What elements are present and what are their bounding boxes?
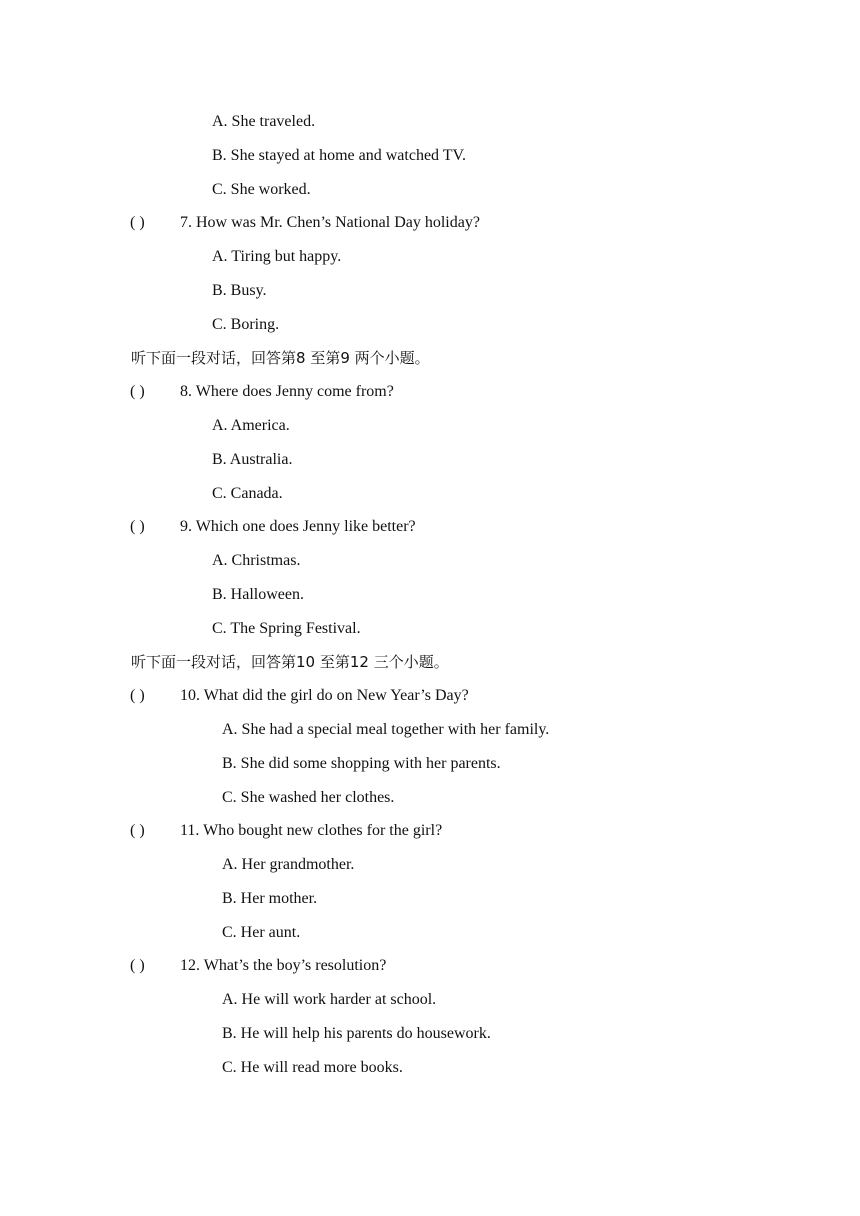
question-text: 7. How was Mr. Chen’s National Day holiday? bbox=[180, 214, 480, 231]
q10-option-c: C. She washed her clothes. bbox=[222, 789, 395, 806]
question-text: 10. What did the girl do on New Year’s Day? bbox=[180, 687, 469, 704]
q11-option-a: A. Her grandmother. bbox=[222, 856, 355, 873]
q9-option-c: C. The Spring Festival. bbox=[212, 620, 361, 637]
q7-option-b: B. Busy. bbox=[212, 282, 267, 299]
q11-option-c: C. Her aunt. bbox=[222, 924, 301, 941]
q6-option-a: A. She traveled. bbox=[212, 113, 316, 130]
q8-option-c: C. Canada. bbox=[212, 485, 283, 502]
q6-option-b: B. She stayed at home and watched TV. bbox=[212, 147, 467, 164]
q11-option-b: B. Her mother. bbox=[222, 890, 318, 907]
q12-option-c: C. He will read more books. bbox=[222, 1059, 403, 1076]
q12-option-b: B. He will help his parents do housework. bbox=[222, 1025, 491, 1042]
answer-blank[interactable]: ( ) bbox=[130, 822, 145, 839]
q7-option-c: C. Boring. bbox=[212, 316, 280, 333]
q10-option-a: A. She had a special meal together with her family. bbox=[222, 721, 550, 738]
question-8 bbox=[130, 382, 394, 402]
answer-blank[interactable]: ( ) bbox=[130, 957, 145, 974]
answer-blank[interactable]: ( ) bbox=[130, 383, 145, 400]
question-text: 8. Where does Jenny come from? bbox=[180, 383, 394, 400]
q7-option-a: A. Tiring but happy. bbox=[212, 248, 342, 265]
question-12 bbox=[130, 956, 386, 976]
answer-blank[interactable]: ( ) bbox=[130, 518, 145, 535]
section-instruction-2: 听下面一段对话，回答第10 至第12 三个小题。 bbox=[131, 653, 449, 671]
answer-blank[interactable]: ( ) bbox=[130, 687, 145, 704]
q10-option-b: B. She did some shopping with her parents. bbox=[222, 755, 501, 772]
section-instruction-1: 听下面一段对话，回答第8 至第9 两个小题。 bbox=[131, 349, 430, 367]
question-text: 11. Who bought new clothes for the girl? bbox=[180, 822, 443, 839]
q12-option-a: A. He will work harder at school. bbox=[222, 991, 437, 1008]
question-10 bbox=[130, 686, 469, 706]
question-text: 9. Which one does Jenny like better? bbox=[180, 518, 416, 535]
q9-option-a: A. Christmas. bbox=[212, 552, 301, 569]
q8-option-b: B. Australia. bbox=[212, 451, 293, 468]
q6-option-c: C. She worked. bbox=[212, 181, 311, 198]
question-11 bbox=[130, 821, 442, 841]
question-9 bbox=[130, 517, 416, 537]
question-text: 12. What’s the boy’s resolution? bbox=[180, 957, 387, 974]
q9-option-b: B. Halloween. bbox=[212, 586, 304, 603]
q8-option-a: A. America. bbox=[212, 417, 290, 434]
question-7 bbox=[130, 213, 480, 233]
answer-blank[interactable]: ( ) bbox=[130, 214, 145, 231]
